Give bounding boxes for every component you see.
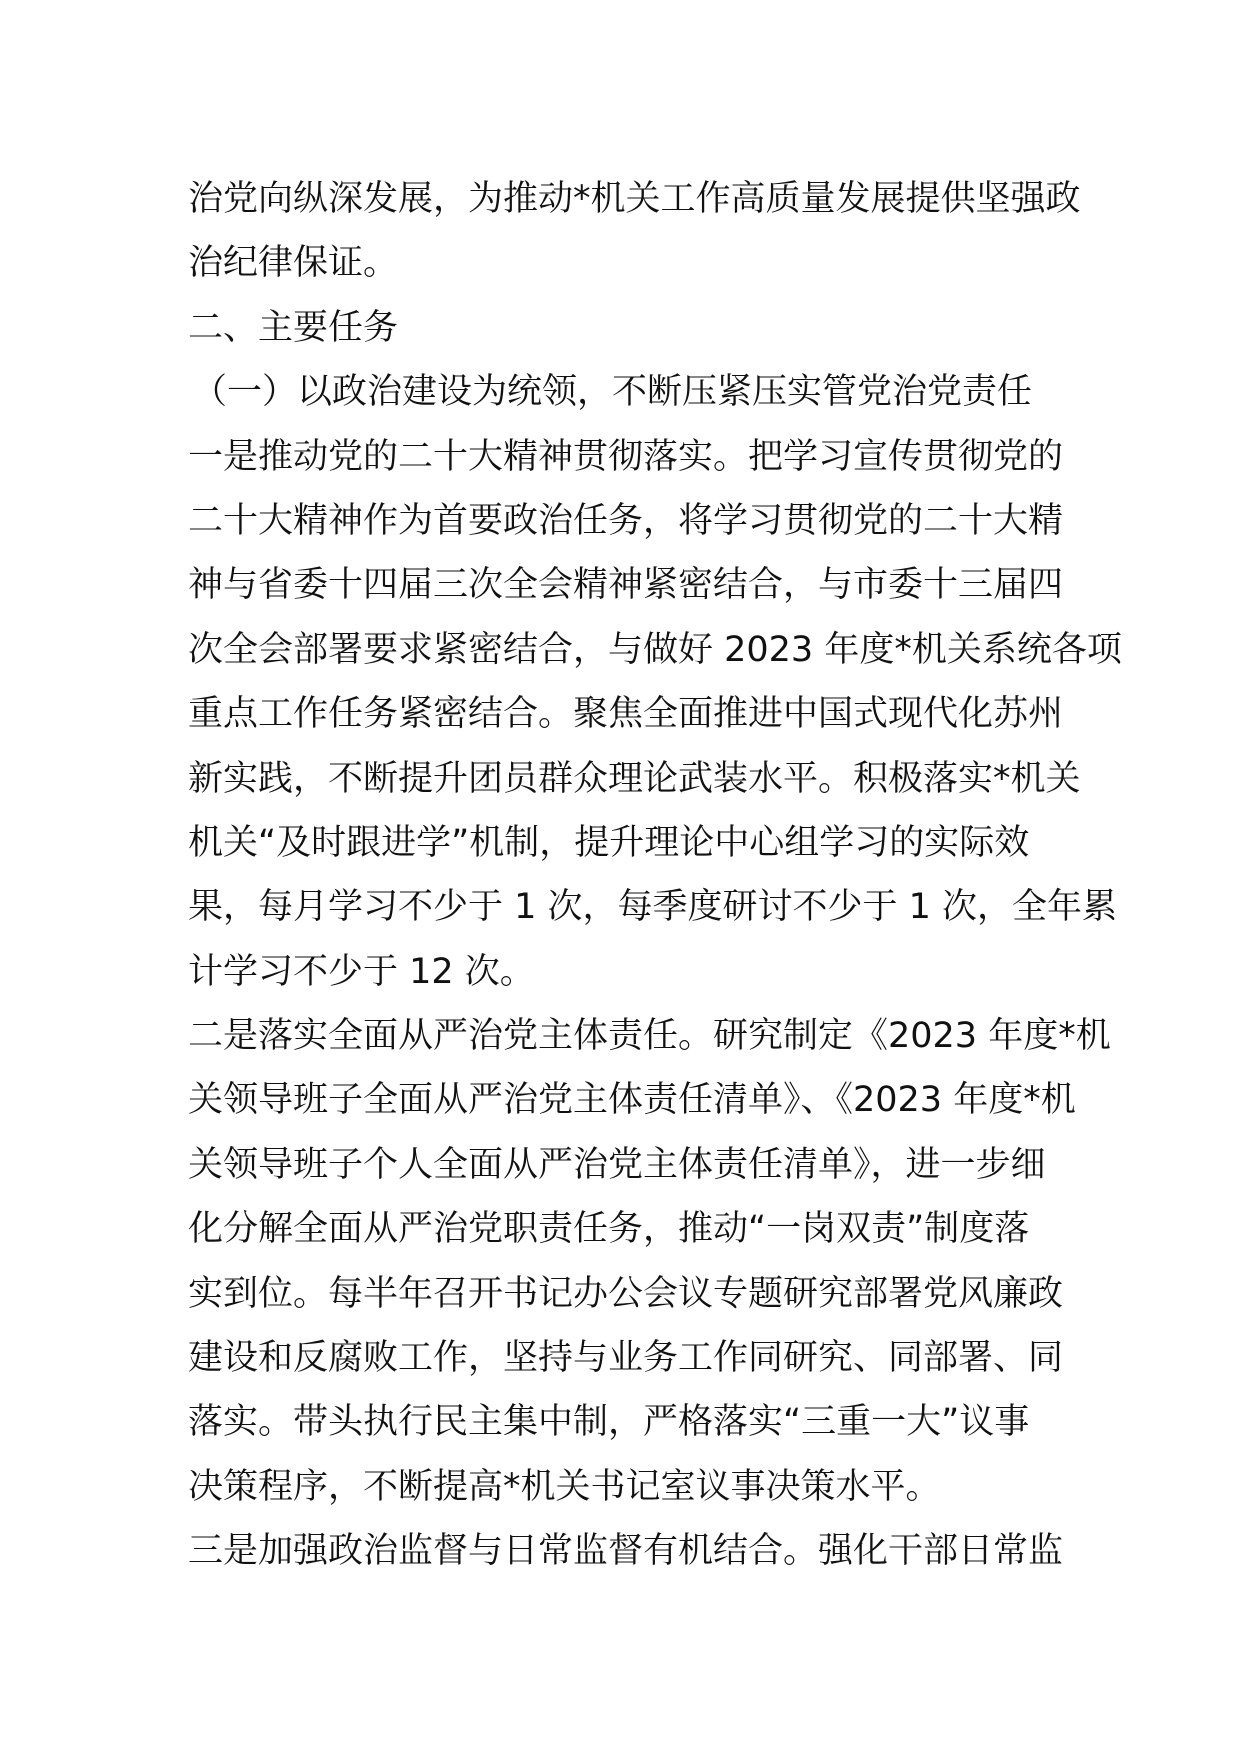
text-line: 治党向纵深发展，为推动*机关工作高质量发展提供坚强政 — [188, 179, 1081, 219]
text-line: 重点工作任务紧密结合。聚焦全面推进中国式现代化苏州 — [188, 694, 1064, 735]
text-line: 次全会部署要求紧密结合，与做好 2023 年度*机关系统各项 — [188, 629, 1122, 670]
text-line: 果，每月学习不少于 1 次，每季度研讨不少于 1 次，全年累 — [188, 887, 1118, 928]
body-text — [188, 167, 1122, 1584]
text-line: 计学习不少于 12 次。 — [188, 951, 535, 992]
text-line: 三是加强政治监督与日常监督有机结合。强化干部日常监 — [188, 1531, 1064, 1572]
text-line: 落实。带头执行民主集中制，严格落实“三重一大”议事 — [188, 1402, 1030, 1443]
section-heading: 二、主要任务 — [188, 307, 399, 348]
text-line: 关领导班子个人全面从严治党主体责任清单》，进一步细 — [188, 1144, 1046, 1185]
text-line: 决策程序，不断提高*机关书记室议事决策水平。 — [188, 1466, 941, 1507]
text-line: 关领导班子全面从严治党主体责任清单》、《2023 年度*机 — [188, 1080, 1076, 1121]
text-line: 神与省委十四届三次全会精神紧密结合，与市委十三届四 — [188, 565, 1064, 606]
text-line: 实到位。每半年召开书记办公会议专题研究部署党风廉政 — [188, 1273, 1064, 1314]
text-line: 建设和反腐败工作，坚持与业务工作同研究、同部署、同 — [188, 1338, 1064, 1379]
text-line: 二是落实全面从严治党主体责任。研究制定《2023 年度*机 — [188, 1016, 1111, 1057]
text-line: 二十大精神作为首要政治任务，将学习贯彻党的二十大精 — [188, 500, 1064, 541]
text-line: 新实践，不断提升团员群众理论武装水平。积极落实*机关 — [188, 758, 1081, 799]
subsection-heading: （一）以政治建设为统领，不断压紧压实管党治党责任 — [192, 372, 1033, 413]
text-line: 一是推动党的二十大精神贯彻落实。把学习宣传贯彻党的 — [188, 436, 1064, 477]
text-line: 化分解全面从严治党职责任务，推动“一岗双责”制度落 — [188, 1209, 1030, 1250]
text-line: 机关“及时跟进学”机制，提升理论中心组学习的实际效 — [188, 822, 1030, 863]
text-line: 治纪律保证。 — [188, 243, 399, 284]
